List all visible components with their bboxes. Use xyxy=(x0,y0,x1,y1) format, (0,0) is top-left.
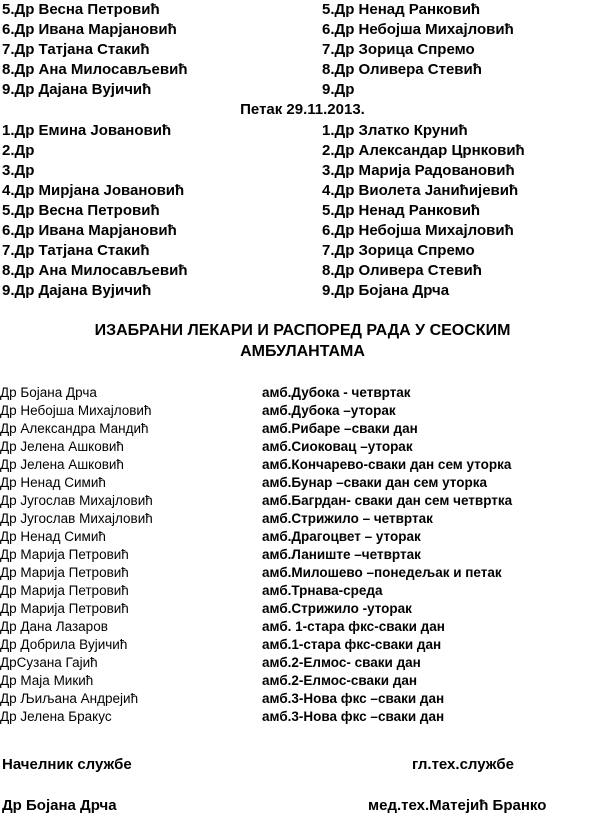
section-title-line-2: АМБУЛАНТАМА xyxy=(240,343,365,360)
ambulance-row xyxy=(0,546,605,564)
ambulance-row xyxy=(0,402,605,420)
ambulance-row xyxy=(0,492,605,510)
schedule-row xyxy=(0,40,605,60)
schedule-row xyxy=(0,121,605,141)
doctor-name: ДрСузана Гајић xyxy=(0,655,98,670)
doctor-name: Др Дана Лазаров xyxy=(0,619,108,634)
footer-right-name: мед.тех.Матејић Бранко xyxy=(368,797,547,814)
ambulance-row xyxy=(0,708,605,726)
right-doctor: 1.Др Златко Крунић xyxy=(322,122,468,139)
ambulance-location: амб.3-Нова фкс –сваки дан xyxy=(262,709,445,724)
doctor-name: Др Југослав Михајловић xyxy=(0,493,153,508)
schedule-row xyxy=(0,281,605,301)
left-doctor: 5.Др Весна Петровић xyxy=(2,202,160,219)
ambulance-location: амб.Стрижило -уторак xyxy=(262,601,412,616)
ambulance-location: амб.Стрижило – четвртак xyxy=(262,511,433,526)
ambulance-row xyxy=(0,420,605,438)
left-doctor: 4.Др Мирјана Јовановић xyxy=(2,182,185,199)
doctor-name: Др Ненад Симић xyxy=(0,529,106,544)
right-doctor: 5.Др Ненад Ранковић xyxy=(322,202,481,219)
doctor-name: Др Југослав Михајловић xyxy=(0,511,153,526)
ambulance-location: амб.Трнава-среда xyxy=(262,583,383,598)
schedule-row xyxy=(0,241,605,261)
left-doctor: 9.Др Дајана Вујичић xyxy=(2,282,152,299)
right-doctor: 4.Др Виолета Јанићијевић xyxy=(322,182,519,199)
right-doctor: 8.Др Оливера Стевић xyxy=(322,61,482,78)
ambulance-row xyxy=(0,456,605,474)
ambulance-location: амб.2-Елмос- сваки дан xyxy=(262,655,421,670)
day-heading: Петак 29.11.2013. xyxy=(240,101,365,118)
ambulance-row xyxy=(0,564,605,582)
ambulance-row xyxy=(0,474,605,492)
left-doctor: 7.Др Татјана Стакић xyxy=(2,242,150,259)
ambulance-location: амб.Дубока –уторак xyxy=(262,403,396,418)
right-doctor: 3.Др Марија Радовановић xyxy=(322,162,515,179)
right-doctor: 7.Др Зорица Спремо xyxy=(322,41,475,58)
ambulance-location: амб. 1-стара фкс-сваки дан xyxy=(262,619,445,634)
ambulance-row xyxy=(0,510,605,528)
ambulance-row xyxy=(0,384,605,402)
right-doctor: 6.Др Небојша Михајловић xyxy=(322,222,514,239)
left-doctor: 6.Др Ивана Марјановић xyxy=(2,222,177,239)
doctor-name: Др Марија Петровић xyxy=(0,565,129,580)
ambulance-location: амб.Ланиште –четвртак xyxy=(262,547,421,562)
right-doctor: 6.Др Небојша Михајловић xyxy=(322,21,514,38)
left-doctor: 5.Др Весна Петровић xyxy=(2,1,160,18)
ambulance-row xyxy=(0,582,605,600)
left-doctor: 1.Др Емина Јовановић xyxy=(2,122,172,139)
ambulance-row xyxy=(0,654,605,672)
footer-left-title: Начелник службе xyxy=(2,756,132,773)
doctor-name: Др Небојша Михајловић xyxy=(0,403,152,418)
ambulance-location: амб.1-стара фкс-сваки дан xyxy=(262,637,442,652)
ambulance-row xyxy=(0,672,605,690)
doctor-name: Др Јелена Бракус xyxy=(0,709,112,724)
doctor-name: Др Добрила Вујичић xyxy=(0,637,128,652)
ambulance-row xyxy=(0,528,605,546)
ambulance-row xyxy=(0,600,605,618)
schedule-row xyxy=(0,161,605,181)
schedule-row xyxy=(0,181,605,201)
ambulance-location: амб.Кончарево-сваки дан сем уторка xyxy=(262,457,512,472)
doctor-name: Др Марија Петровић xyxy=(0,601,129,616)
left-doctor: 8.Др Ана Милосављевић xyxy=(2,61,188,78)
right-doctor: 7.Др Зорица Спремо xyxy=(322,242,475,259)
doctor-name: Др Александра Мандић xyxy=(0,421,149,436)
schedule-row xyxy=(0,20,605,40)
ambulance-location: амб.Дубока - четвртак xyxy=(262,385,411,400)
right-doctor: 5.Др Ненад Ранковић xyxy=(322,1,481,18)
schedule-row xyxy=(0,141,605,161)
ambulance-row xyxy=(0,618,605,636)
ambulance-location: амб.2-Елмос-сваки дан xyxy=(262,673,418,688)
right-doctor: 9.Др Бојана Дрча xyxy=(322,282,450,299)
doctor-name: Др Бојана Дрча xyxy=(0,385,97,400)
doctor-name: Др Марија Петровић xyxy=(0,547,129,562)
ambulance-location: амб.Драгоцвет – уторак xyxy=(262,529,421,544)
schedule-row xyxy=(0,201,605,221)
right-doctor: 2.Др Александар Црнковић xyxy=(322,142,525,159)
left-doctor: 2.Др xyxy=(2,142,35,159)
footer-left-name: Др Бојана Дрча xyxy=(2,797,117,814)
ambulance-row xyxy=(0,690,605,708)
doctor-name: Др Маја Микић xyxy=(0,673,94,688)
doctor-name: Др Јелена Ашковић xyxy=(0,439,124,454)
footer-right-title: гл.тех.службе xyxy=(412,756,515,773)
doctor-name: Др Јелена Ашковић xyxy=(0,457,124,472)
schedule-row xyxy=(0,60,605,80)
ambulance-row xyxy=(0,636,605,654)
ambulance-location: амб.Рибаре –сваки дан xyxy=(262,421,418,436)
schedule-row xyxy=(0,80,605,100)
ambulance-location: амб.3-Нова фкс –сваки дан xyxy=(262,691,445,706)
ambulance-row xyxy=(0,438,605,456)
left-doctor: 7.Др Татјана Стакић xyxy=(2,41,150,58)
schedule-row xyxy=(0,0,605,20)
doctor-name: Др Ненад Симић xyxy=(0,475,106,490)
left-doctor: 3.Др xyxy=(2,162,35,179)
right-doctor: 9.Др xyxy=(322,81,355,98)
ambulance-location: амб.Милошево –понедељак и петак xyxy=(262,565,502,580)
schedule-row xyxy=(0,221,605,241)
schedule-row xyxy=(0,261,605,281)
ambulance-location: амб.Багрдан- сваки дан сем четвртка xyxy=(262,493,513,508)
doctor-name: Др Марија Петровић xyxy=(0,583,129,598)
doctor-name: Др Љиљана Андрејић xyxy=(0,691,139,706)
left-doctor: 6.Др Ивана Марјановић xyxy=(2,21,177,38)
left-doctor: 9.Др Дајана Вујичић xyxy=(2,81,152,98)
section-title-line-1: ИЗАБРАНИ ЛЕКАРИ И РАСПОРЕД РАДА У СЕОСКИМ xyxy=(94,322,511,339)
ambulance-location: амб.Бунар –сваки дан сем уторка xyxy=(262,475,487,490)
right-doctor: 8.Др Оливера Стевић xyxy=(322,262,482,279)
ambulance-location: амб.Сиоковац –уторак xyxy=(262,439,413,454)
left-doctor: 8.Др Ана Милосављевић xyxy=(2,262,188,279)
